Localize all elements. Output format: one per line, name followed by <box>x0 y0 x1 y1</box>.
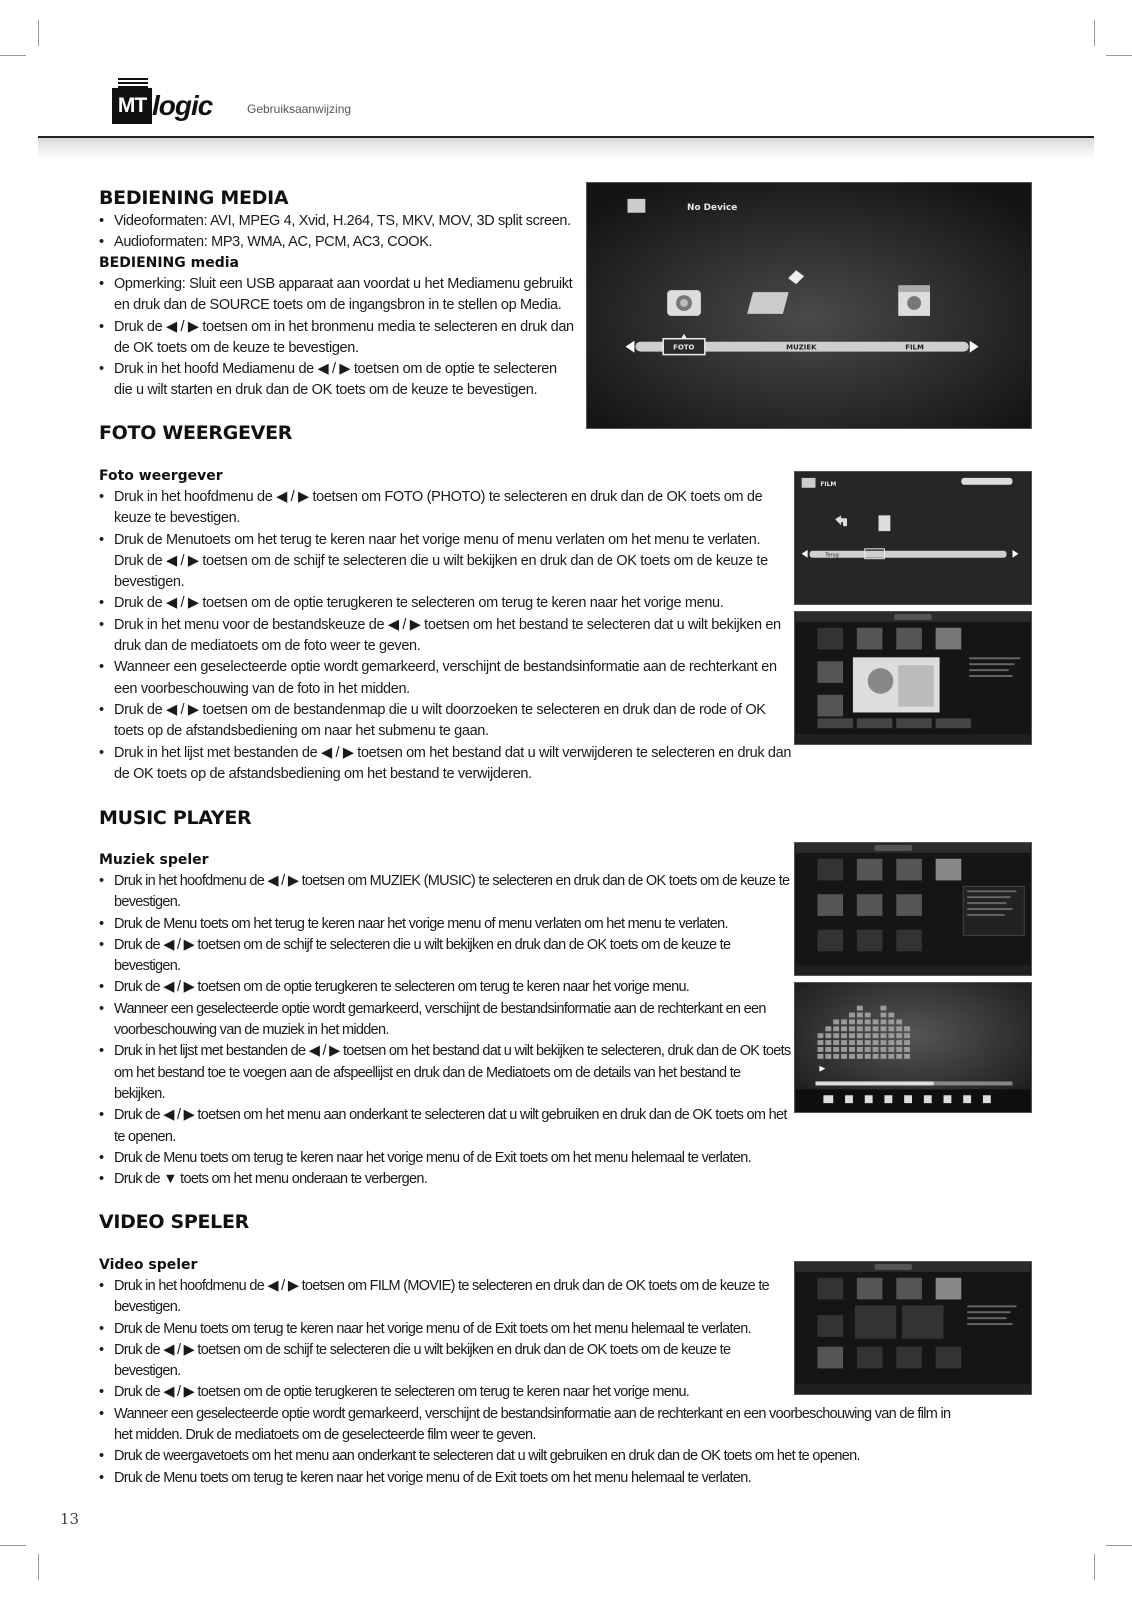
music-player-image <box>795 983 1031 1112</box>
media-menu-image <box>587 183 1031 428</box>
list-item: • Druk de ◀ / ▶ toetsen om het menu aan onderkant te selecteren dat u wilt gebruiken en druk dan de OK toets om het te openen. <box>99 1105 793 1148</box>
equalizer-block <box>833 1019 839 1024</box>
menu-item-foto: FOTO <box>673 343 695 352</box>
equalizer-block <box>888 1040 894 1045</box>
equalizer-block <box>881 1040 887 1045</box>
list-item: • Druk de ◀ / ▶ toetsen om de optie terugkeren te selecteren om terug te keren naar het vorige menu. <box>99 977 793 998</box>
device-icon <box>627 199 645 213</box>
equalizer-block <box>825 1033 831 1038</box>
list-item: • Druk de Menu toets om terug te keren naar het vorige menu of de Exit toets om het menu helemaal te verlaten. <box>99 1319 789 1340</box>
logo-logic: logic <box>152 90 213 121</box>
crop-mark <box>1094 20 1095 46</box>
equalizer-block <box>841 1047 847 1052</box>
crop-mark <box>0 1545 26 1546</box>
crop-mark <box>1106 1545 1132 1546</box>
equalizer-block <box>817 1047 823 1052</box>
section-title-video: VIDEO SPELER <box>99 1211 249 1233</box>
equalizer-block <box>896 1054 902 1059</box>
equalizer-block <box>873 1047 879 1052</box>
film-icon <box>802 478 816 488</box>
music-browser-screenshot <box>794 842 1032 976</box>
equalizer-block <box>817 1040 823 1045</box>
equalizer-block <box>881 1047 887 1052</box>
equalizer-block <box>904 1054 910 1059</box>
list-item: • Druk de Menu toets om het terug te keren naar het vorige menu of menu verlaten om het menu te verlaten. <box>99 914 793 935</box>
media-menu-screenshot <box>586 182 1032 429</box>
equalizer-block <box>904 1033 910 1038</box>
equalizer-block <box>833 1054 839 1059</box>
section-title-foto: FOTO WEERGEVER <box>99 422 293 444</box>
equalizer-block <box>873 1019 879 1024</box>
list-item: • Druk de ◀ / ▶ toetsen om de optie terugkeren te selecteren om terug te keren naar het vorige menu. <box>99 1382 789 1403</box>
equalizer-block <box>888 1013 894 1018</box>
equalizer-block <box>873 1054 879 1059</box>
disk-icon <box>879 515 891 531</box>
film-submenu-screenshot <box>794 471 1032 605</box>
foto-bullets <box>99 487 793 785</box>
list-item: • Druk in het hoofdmenu de ◀ / ▶ toetsen om FOTO (PHOTO) te selecteren en druk dan de OK toets om de keuze te bevestigen. <box>99 487 793 530</box>
equalizer-block <box>825 1047 831 1052</box>
equalizer-block <box>841 1033 847 1038</box>
equalizer-block <box>896 1019 902 1024</box>
equalizer-block <box>881 1013 887 1018</box>
crop-mark <box>1106 55 1132 56</box>
logo-stripes <box>118 78 148 88</box>
list-item: • Druk in het hoofdmenu de ◀ / ▶ toetsen om MUZIEK (MUSIC) te selecteren en druk dan de OK toets om de keuze te bevestigen. <box>99 871 793 914</box>
equalizer-block <box>865 1019 871 1024</box>
list-item: • Wanneer een geselecteerde optie wordt gemarkeerd, verschijnt de bestandsinformatie aan de rechterkant en een voorbeschouwing van de film in het midden. Druk de mediatoets om de geselecteerde film weer te geven. <box>99 1404 969 1447</box>
equalizer-block <box>841 1040 847 1045</box>
header-rule <box>38 136 1094 160</box>
equalizer-block <box>865 1033 871 1038</box>
list-item: • Druk de weergavetoets om het menu aan onderkant te selecteren dat u wilt gebruiken en druk dan de OK toets om het te openen. <box>99 1446 969 1467</box>
equalizer-block <box>857 1026 863 1031</box>
equalizer-block <box>896 1040 902 1045</box>
crop-mark <box>38 20 39 46</box>
section-subtitle-media: BEDIENING media <box>99 255 239 271</box>
list-item: • Audioformaten: MP3, WMA, AC, PCM, AC3, COOK. <box>99 232 589 253</box>
list-item: • Druk de Menutoets om het terug te keren naar het vorige menu of menu verlaten om het menu te verlaten. Druk de ◀ / ▶ toetsen om de schijf te selecteren die u wilt bekijken en druk dan de OK toets om de keuze te bevestigen. <box>99 530 793 594</box>
crop-mark <box>38 1554 39 1580</box>
section-subtitle-foto: Foto weergever <box>99 468 223 484</box>
crop-mark <box>0 55 26 56</box>
equalizer-block <box>833 1047 839 1052</box>
list-item: • Druk de ◀ / ▶ toetsen om de optie terugkeren te selecteren om terug te keren naar het vorige menu. <box>99 593 793 614</box>
film-clapper-icon <box>898 285 930 316</box>
movie-browser-screenshot <box>794 1261 1032 1395</box>
section-title-music: MUSIC PLAYER <box>99 807 252 829</box>
section-title-media: BEDIENING MEDIA <box>99 187 289 209</box>
list-item: • Druk in het lijst met bestanden de ◀ / ▶ toetsen om het bestand dat u wilt bekijken te selecteren, druk dan de OK toets om het bestand toe te voegen aan de afspeellijst en druk dan de Mediatoets om de details van het bestand te bekijken. <box>99 1041 793 1105</box>
equalizer-block <box>841 1026 847 1031</box>
return-label: Terug <box>825 552 839 559</box>
equalizer-block <box>833 1026 839 1031</box>
equalizer-block <box>825 1040 831 1045</box>
equalizer-block <box>857 1013 863 1018</box>
equalizer-block <box>817 1054 823 1059</box>
camera-icon <box>667 290 701 316</box>
equalizer-block <box>888 1026 894 1031</box>
movie-browser-image <box>795 1262 1031 1394</box>
equalizer-block <box>873 1026 879 1031</box>
no-device-label: No Device <box>686 202 738 213</box>
equalizer-block <box>857 1047 863 1052</box>
equalizer-block <box>857 1006 863 1011</box>
equalizer-block <box>841 1019 847 1024</box>
list-item: • Druk de ◀ / ▶ toetsen om de schijf te selecteren die u wilt bekijken en druk dan de OK toets om de keuze te bevestigen. <box>99 1340 789 1383</box>
list-item: • Druk de ◀ / ▶ toetsen om de bestandenmap die u wilt doorzoeken te selecteren en druk dan de rode of OK toets op de afstandsbediening om naar het submenu te gaan. <box>99 700 793 743</box>
equalizer-block <box>849 1040 855 1045</box>
equalizer-block <box>888 1054 894 1059</box>
equalizer-block <box>865 1047 871 1052</box>
brand-logo <box>112 78 218 126</box>
equalizer-block <box>896 1026 902 1031</box>
list-item: • Opmerking: Sluit een USB apparaat aan voordat u het Mediamenu gebruikt en druk dan de SOURCE toets om de ingangsbron in te stellen op Media. <box>99 274 577 317</box>
music-bullets <box>99 871 793 1190</box>
equalizer-block <box>873 1040 879 1045</box>
photo-browser-image <box>795 612 1031 744</box>
equalizer-block <box>881 1033 887 1038</box>
list-item: • Videoformaten: AVI, MPEG 4, Xvid, H.264, TS, MKV, MOV, 3D split screen. <box>99 211 589 232</box>
header-subtitle: Gebruiksaanwijzing <box>247 102 352 116</box>
list-item: • Wanneer een geselecteerde optie wordt gemarkeerd, verschijnt de bestandsinformatie aan de rechterkant en een voorbeschouwing van de foto in het midden. <box>99 657 793 700</box>
equalizer-block <box>881 1026 887 1031</box>
logo-mt: MT <box>112 88 152 124</box>
equalizer-block <box>888 1033 894 1038</box>
page-number: 13 <box>60 1510 80 1528</box>
list-item: • Druk de ▼ toets om het menu onderaan te verbergen. <box>99 1169 793 1190</box>
list-item: • Druk de ◀ / ▶ toetsen om de schijf te selecteren die u wilt bekijken en druk dan de OK toets om de keuze te bevestigen. <box>99 935 793 978</box>
equalizer-block <box>825 1026 831 1031</box>
equalizer-block <box>849 1047 855 1052</box>
list-item: • Druk de Menu toets om terug te keren naar het vorige menu of de Exit toets om het menu helemaal te verlaten. <box>99 1148 793 1169</box>
list-item: • Druk in het menu voor de bestandskeuze de ◀ / ▶ toetsen om het bestand te selecteren dat u wilt bekijken en druk dan de mediatoets om de foto weer te geven. <box>99 615 793 658</box>
equalizer-block <box>896 1033 902 1038</box>
equalizer-block <box>904 1047 910 1052</box>
list-item: • Druk de ◀ / ▶ toetsen om in het bronmenu media te selecteren en druk dan de OK toets om de keuze te bevestigen. <box>99 317 577 360</box>
list-item: • Druk in het hoofd Mediamenu de ◀ / ▶ toetsen om de optie te selecteren die u wilt starten en druk dan de OK toets om de keuze te bevestigen. <box>99 359 577 402</box>
equalizer-block <box>857 1033 863 1038</box>
equalizer-block <box>849 1013 855 1018</box>
equalizer-block <box>849 1026 855 1031</box>
equalizer-block <box>881 1019 887 1024</box>
menu-item-muziek: MUZIEK <box>786 343 817 352</box>
equalizer-block <box>873 1033 879 1038</box>
equalizer-block <box>865 1040 871 1045</box>
section-subtitle-video: Video speler <box>99 1257 198 1273</box>
music-browser-image <box>795 843 1031 975</box>
equalizer-block <box>817 1033 823 1038</box>
section-subtitle-music: Muziek speler <box>99 852 209 868</box>
equalizer-block <box>881 1006 887 1011</box>
equalizer-block <box>857 1040 863 1045</box>
equalizer-block <box>865 1026 871 1031</box>
equalizer-block <box>833 1040 839 1045</box>
list-item: • Wanneer een geselecteerde optie wordt gemarkeerd, verschijnt de bestandsinformatie aan de rechterkant en een voorbeschouwing van de muziek in het midden. <box>99 999 793 1042</box>
media-bullets-top <box>99 211 589 254</box>
equalizer-block <box>881 1054 887 1059</box>
equalizer-block <box>888 1047 894 1052</box>
equalizer-block <box>857 1019 863 1024</box>
music-player-screenshot <box>794 982 1032 1113</box>
equalizer-block <box>833 1033 839 1038</box>
menu-item-film: FILM <box>905 343 924 352</box>
film-menu-title: FILM <box>820 481 837 488</box>
crop-mark <box>1094 1554 1095 1580</box>
photo-browser-screenshot <box>794 611 1032 745</box>
equalizer-block <box>888 1019 894 1024</box>
equalizer-block <box>904 1040 910 1045</box>
equalizer-block <box>825 1054 831 1059</box>
equalizer-block <box>857 1054 863 1059</box>
equalizer-block <box>896 1047 902 1052</box>
list-item: • Druk in het hoofdmenu de ◀ / ▶ toetsen om FILM (MOVIE) te selecteren en druk dan de OK toets om de keuze te bevestigen. <box>99 1276 789 1319</box>
film-submenu-image <box>795 472 1031 604</box>
media-bullets <box>99 274 577 402</box>
list-item: • Druk in het lijst met bestanden de ◀ / ▶ toetsen om het bestand dat u wilt verwijderen te selecteren en druk dan de OK toets op de afstandsbediening om het bestand te verwijderen. <box>99 743 793 786</box>
equalizer-block <box>904 1026 910 1031</box>
equalizer-block <box>841 1054 847 1059</box>
equalizer-block <box>849 1054 855 1059</box>
equalizer-block <box>849 1033 855 1038</box>
equalizer-block <box>849 1019 855 1024</box>
list-item: • Druk de Menu toets om terug te keren naar het vorige menu of de Exit toets om het menu helemaal te verlaten. <box>99 1468 969 1489</box>
equalizer-block <box>865 1013 871 1018</box>
equalizer-block <box>865 1054 871 1059</box>
